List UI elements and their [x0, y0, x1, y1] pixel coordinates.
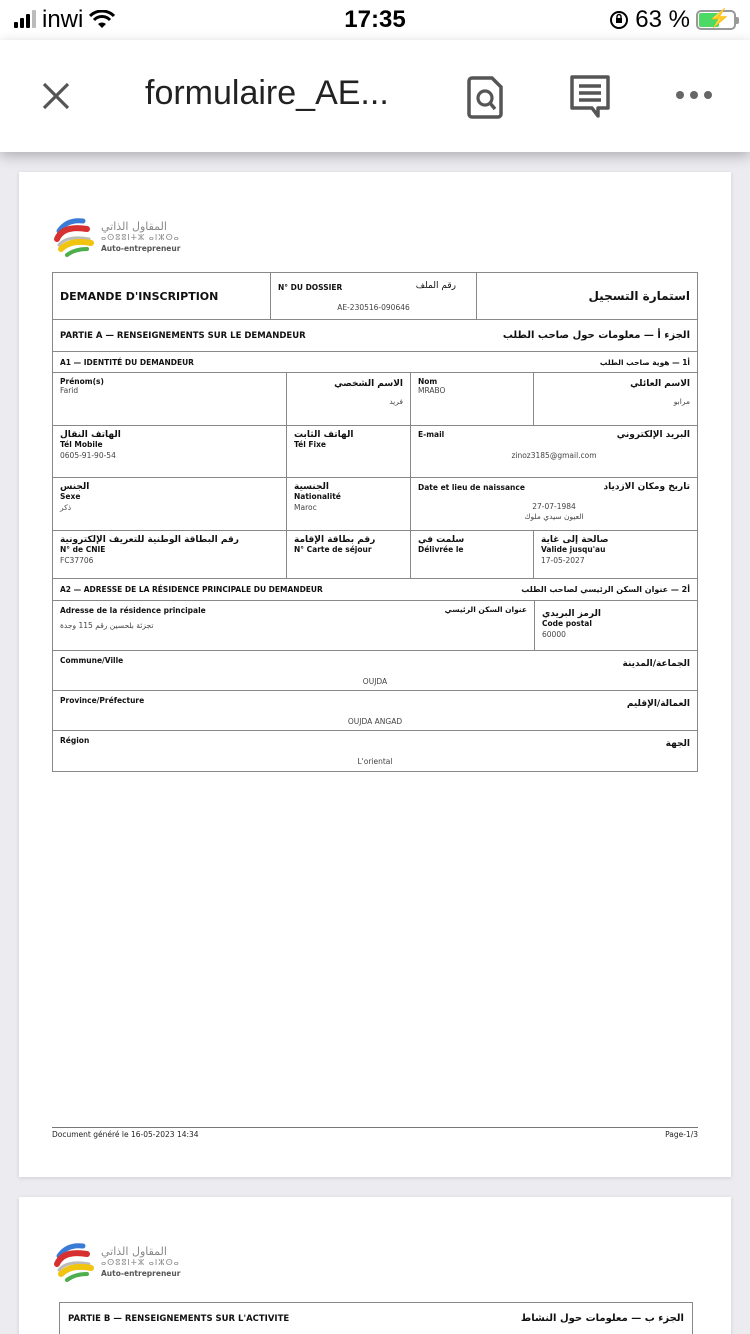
naissance-label-fr: Date et lieu de naissance: [418, 483, 525, 492]
battery-percent: 63 %: [635, 6, 690, 33]
generated-date: Document généré le 16-05-2023 14:34: [52, 1130, 199, 1139]
mobile-label-fr: Tél Mobile: [60, 440, 103, 449]
naissance-cell: [411, 478, 697, 530]
cnie-label-fr: N° de CNIE: [60, 545, 106, 554]
commune-label-ar: الجماعة/المدينة: [622, 659, 690, 669]
dossier-cell: [271, 273, 477, 319]
adresse-cell: [53, 601, 535, 650]
nationalite-value: Maroc: [294, 503, 317, 512]
a1-title-fr: A1 — IDENTITÉ DU DEMANDEUR: [60, 357, 194, 367]
commune-value: OUJDA: [362, 677, 388, 686]
province-label-fr: Province/Préfecture: [60, 696, 145, 705]
nom-fr-cell: [411, 373, 534, 425]
a2-title-fr: A2 — ADRESSE DE LA RÉSIDENCE PRINCIPALE DU DEMANDEUR: [60, 585, 323, 594]
valide-value: 17-05-2027: [541, 556, 585, 565]
cnie-row: [53, 531, 697, 579]
status-bar: [0, 0, 750, 40]
nav-bar: [0, 40, 750, 152]
adresse-row: [53, 601, 697, 651]
partie-b-title-fr: PARTIE B — RENSEIGNEMENTS SUR L'ACTIVITE: [68, 1313, 290, 1324]
delivree-label-ar: سلمت في: [418, 535, 465, 545]
rotation-lock-icon: [609, 10, 629, 30]
prenom-label-fr: Prénom(s): [60, 377, 104, 386]
prenom-label-ar: الاسم الشخصي: [334, 379, 403, 389]
nationalite-label-ar: الجنسية: [294, 482, 329, 492]
province-row: [53, 691, 697, 731]
a1-header: [53, 352, 697, 373]
sexe-cell: [53, 478, 287, 530]
sexe-label-fr: Sexe: [60, 492, 81, 501]
partie-b-header: [60, 1303, 692, 1334]
dossier-label-ar: رقم الملف: [415, 281, 456, 291]
logo-globe-icon: [53, 1240, 97, 1284]
commune-row: [53, 651, 697, 691]
nationalite-label-fr: Nationalité: [294, 492, 341, 501]
mobile-value: 0605-91-90-54: [60, 451, 116, 460]
partie-a-title-ar: الجزء أ — معلومات حول صاحب الطلب: [502, 330, 690, 341]
email-label-ar: البريد الإلكتروني: [616, 430, 690, 440]
prenom-ar-cell: [287, 373, 411, 425]
nom-label-fr: Nom: [418, 377, 438, 386]
partie-b-form: [59, 1302, 693, 1334]
partie-a-title-fr: PARTIE A — RENSEIGNEMENTS SUR LE DEMANDEUR: [60, 330, 306, 341]
pdf-page-1: [19, 172, 731, 1177]
battery-charging-icon: ⚡: [696, 10, 736, 30]
delivree-label-fr: Délivrée le: [418, 545, 464, 554]
mobile-cell: [53, 426, 287, 477]
adresse-label-ar: عنوان السكن الرئيسي: [444, 605, 527, 614]
code-postal-cell: [535, 601, 697, 650]
page-number: Page-1/3: [665, 1130, 698, 1139]
auto-entrepreneur-logo-page2: [53, 1237, 193, 1287]
sejour-cell: [287, 531, 411, 578]
prenom-value-ar: فريد: [389, 397, 403, 406]
sejour-label-fr: N° Carte de séjour: [294, 545, 372, 554]
sexe-row: [53, 478, 697, 531]
code-postal-value: 60000: [542, 630, 566, 639]
nationalite-cell: [287, 478, 411, 530]
fixe-label-fr: Tél Fixe: [294, 440, 327, 449]
status-right: [609, 6, 736, 34]
nom-ar-cell: [534, 373, 697, 425]
prenom-value-fr: Farid: [60, 386, 79, 395]
logo-globe-icon: [53, 215, 97, 259]
region-label-ar: الجهة: [665, 739, 690, 749]
code-postal-label-ar: الرمز البريدي: [542, 609, 601, 619]
region-row: [53, 731, 697, 771]
mobile-label-ar: الهاتف النقال: [60, 430, 121, 440]
delivree-cell: [411, 531, 534, 578]
logo-french: Auto-entrepreneur: [101, 1268, 181, 1278]
email-value: zinoz3185@gmail.com: [511, 451, 597, 460]
form-title-fr: DEMANDE D'INSCRIPTION: [60, 289, 219, 303]
auto-entrepreneur-logo: [53, 212, 193, 262]
phone-row: [53, 426, 697, 478]
sexe-label-ar: الجنس: [60, 482, 90, 492]
more-icon[interactable]: [672, 80, 716, 110]
email-label-fr: E-mail: [418, 430, 445, 439]
cnie-label-ar: رقم البطاقة الوطنية للتعريف الإلكترونية: [60, 535, 239, 545]
cnie-value: FC37706: [60, 556, 94, 565]
close-icon[interactable]: [38, 78, 74, 114]
a2-header: [53, 579, 697, 601]
naissance-lieu: العيون سيدي ملوك: [524, 512, 584, 521]
pdf-viewer[interactable]: [0, 152, 750, 1334]
comment-icon[interactable]: [568, 74, 612, 120]
a2-title-ar: أ2 — عنوان السكن الرئيسي لصاحب الطلب: [521, 585, 690, 594]
partie-b-title-ar: الجزء ب — معلومات حول النشاط: [520, 1313, 684, 1324]
dossier-number: AE-230516-090646: [337, 303, 410, 312]
valide-cell: [534, 531, 697, 578]
inscription-form: [52, 272, 698, 772]
province-value: OUJDA ANGAD: [347, 717, 403, 726]
partie-a-header: [53, 320, 697, 352]
form-title-ar: استمارة التسجيل: [588, 289, 690, 303]
logo-tifinagh: ⴰⵙⵓⵓⵏⵜⵣ ⴰⵏⵣⵙⴰ: [101, 232, 180, 242]
dossier-label-fr: N° DU DOSSIER: [278, 283, 343, 292]
form-header-row: [53, 273, 697, 320]
region-value: L'oriental: [357, 757, 393, 766]
a1-title-ar: أ1 — هوية صاحب الطلب: [599, 357, 690, 367]
valide-label-fr: Valide jusqu'au: [541, 545, 606, 554]
document-search-icon[interactable]: [466, 74, 506, 120]
cnie-cell: [53, 531, 287, 578]
pdf-page-2: [19, 1197, 731, 1334]
logo-arabic: المقاول الذاتي: [101, 219, 167, 233]
sexe-value: ذكر: [60, 503, 72, 512]
prenom-fr-cell: [53, 373, 287, 425]
logo-french: Auto-entrepreneur: [101, 243, 181, 253]
commune-label-fr: Commune/Ville: [60, 656, 124, 665]
page-footer: [52, 1127, 698, 1139]
naissance-label-ar: تاريخ ومكان الازدياد: [603, 482, 690, 492]
email-cell: [411, 426, 697, 477]
carrier-name: inwi: [42, 6, 84, 33]
document-title: formulaire_AE...: [145, 74, 389, 112]
valide-label-ar: صالحة إلى غاية: [541, 535, 609, 545]
code-postal-label-fr: Code postal: [542, 619, 592, 628]
nom-value-ar: مرابو: [673, 397, 690, 406]
clock: 17:35: [344, 6, 406, 33]
region-label-fr: Région: [60, 736, 90, 745]
logo-arabic: المقاول الذاتي: [101, 1244, 167, 1258]
province-label-ar: العمالة/الإقليم: [626, 699, 690, 709]
sejour-label-ar: رقم بطاقة الإقامة: [294, 535, 376, 545]
adresse-value: تجزئة بلحسين رقم 115 وجدة: [60, 621, 154, 630]
fixe-label-ar: الهاتف الثابت: [294, 430, 354, 440]
nom-label-ar: الاسم العائلي: [630, 379, 690, 389]
naissance-date: 27-07-1984: [532, 502, 576, 511]
logo-tifinagh: ⴰⵙⵓⵓⵏⵜⵣ ⴰⵏⵣⵙⴰ: [101, 1257, 180, 1267]
name-row: [53, 373, 697, 426]
fixe-cell: [287, 426, 411, 477]
adresse-label-fr: Adresse de la résidence principale: [60, 606, 206, 615]
nom-value-fr: MRABO: [418, 386, 446, 395]
